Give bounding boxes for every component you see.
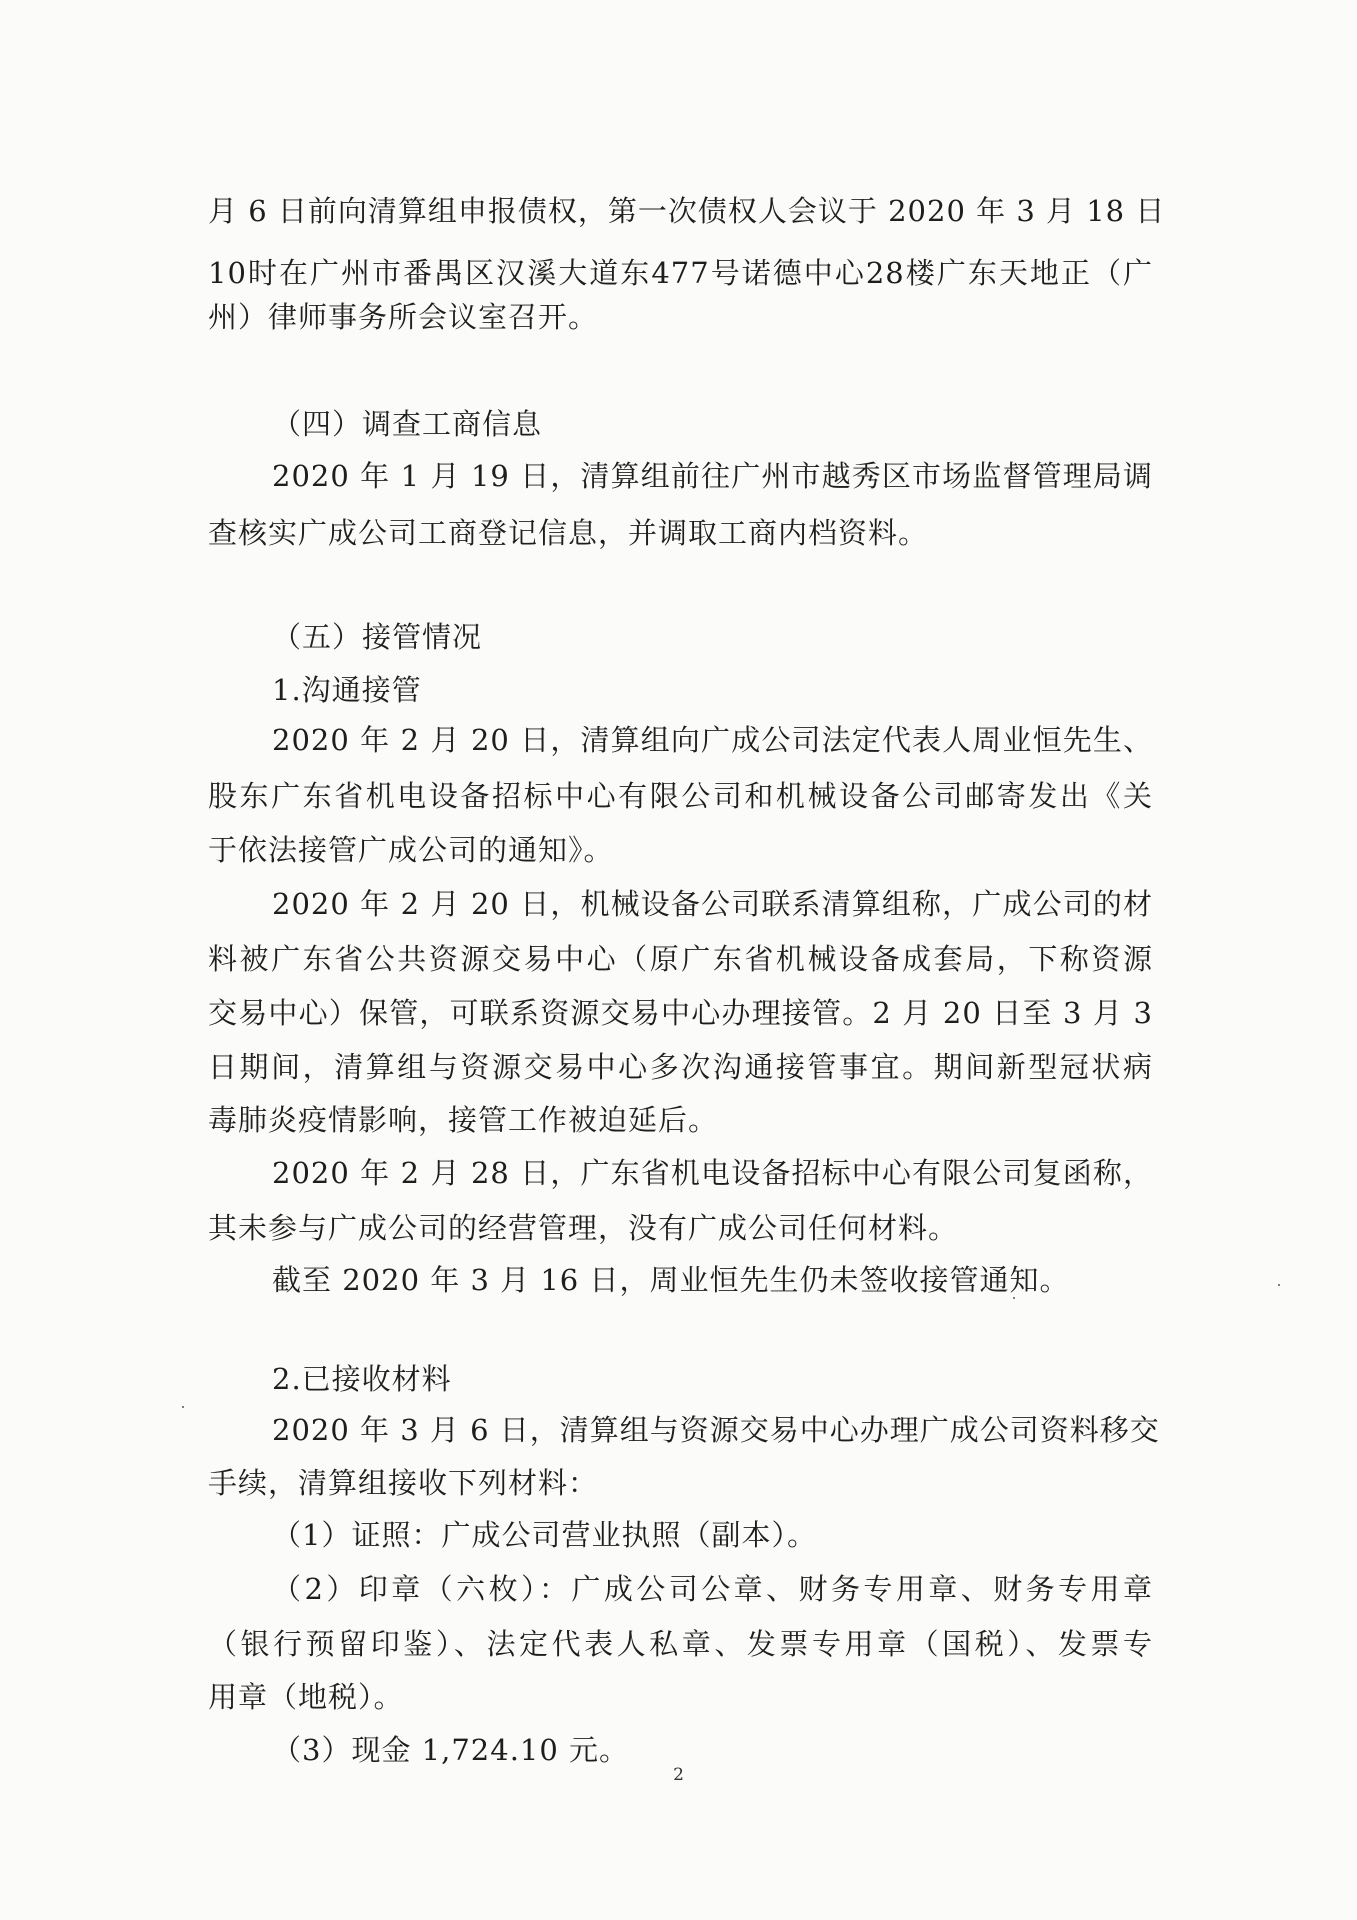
list-item: 用章（地税）。 [208, 1680, 404, 1714]
paragraph-line: 日期间，清算组与资源交易中心多次沟通接管事宜。期间新型冠状病 [208, 1050, 1153, 1084]
paragraph-line: 查核实广成公司工商登记信息，并调取工商内档资料。 [208, 516, 929, 550]
paragraph-line: 股东广东省机电设备招标中心有限公司和机械设备公司邮寄发出《关 [208, 779, 1153, 813]
paragraph-line: 于依法接管广成公司的通知》。 [208, 833, 614, 867]
section-heading: （五）接管情况 [272, 620, 483, 654]
paragraph-line: 其未参与广成公司的经营管理，没有广成公司任何材料。 [208, 1211, 959, 1245]
paragraph-line: 10时在广州市番禺区汉溪大道东477号诺德中心28楼广东天地正（广 [208, 256, 1153, 290]
paragraph-line: 交易中心）保管，可联系资源交易中心办理接管。2 月 20 日至 3 月 3 [208, 996, 1153, 1030]
section-heading: （四）调查工商信息 [272, 407, 543, 441]
list-item: （1）证照：广成公司营业执照（副本）。 [272, 1518, 817, 1552]
paragraph-line: 毒肺炎疫情影响，接管工作被迫延后。 [208, 1103, 719, 1137]
subsection-heading: 2.已接收材料 [272, 1362, 452, 1396]
list-item: （3）现金 1,724.10 元。 [272, 1733, 630, 1767]
paragraph-line: 料被广东省公共资源交易中心（原广东省机械设备成套局，下称资源 [208, 942, 1153, 976]
paragraph-line: 2020 年 1 月 19 日，清算组前往广州市越秀区市场监督管理局调 [272, 459, 1153, 493]
paragraph-line: 州）律师事务所会议室召开。 [208, 300, 599, 334]
scan-speck [1278, 1284, 1280, 1286]
paragraph-line: 月 6 日前向清算组申报债权，第一次债权人会议于 2020 年 3 月 18 日 [208, 194, 1166, 228]
paragraph-line: 2020 年 2 月 28 日，广东省机电设备招标中心有限公司复函称， [272, 1156, 1153, 1190]
paragraph-line: 手续，清算组接收下列材料： [208, 1466, 599, 1500]
scan-speck [1013, 1297, 1015, 1299]
paragraph-line: 2020 年 3 月 6 日，清算组与资源交易中心办理广成公司资料移交 [272, 1413, 1160, 1447]
subsection-heading: 1.沟通接管 [272, 673, 422, 707]
paragraph-line: 2020 年 2 月 20 日，清算组向广成公司法定代表人周业恒先生、 [272, 723, 1153, 757]
paragraph-line: 截至 2020 年 3 月 16 日，周业恒先生仍未签收接管通知。 [272, 1263, 1070, 1297]
page-number: 2 [673, 1765, 684, 1785]
paragraph-line: 2020 年 2 月 20 日，机械设备公司联系清算组称，广成公司的材 [272, 887, 1153, 921]
scan-speck [182, 1406, 184, 1408]
list-item: （2）印章（六枚）：广成公司公章、财务专用章、财务专用章 [272, 1572, 1153, 1606]
list-item: （银行预留印鉴）、法定代表人私章、发票专用章（国税）、发票专 [208, 1627, 1153, 1661]
